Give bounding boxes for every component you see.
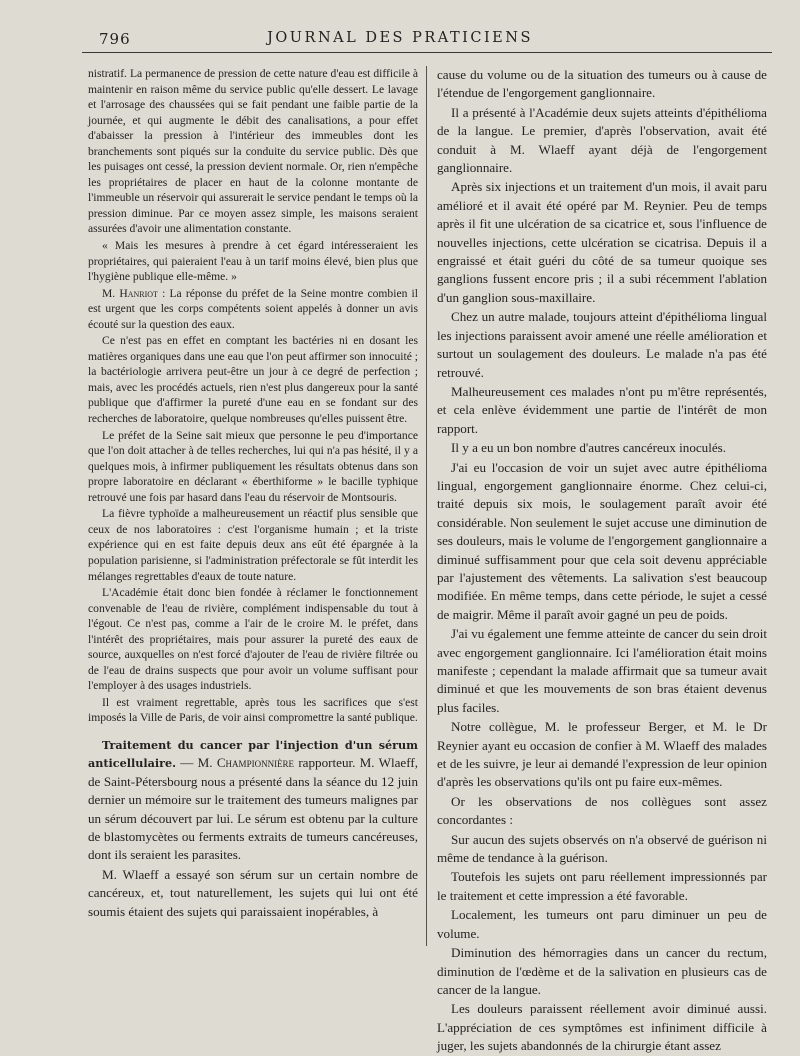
paragraph: M. Wlaeff a essayé son sérum sur un certain nombre de cancéreux, et, tout naturellement, les sujets qui lui ont été soumis étaient des sujets qui paraissaient inopérables, à <box>88 866 418 919</box>
paragraph: Sur aucun des sujets observés on n'a observé de guérison ni même de tendance à la guérison. <box>437 831 767 866</box>
right-column <box>437 66 767 1056</box>
paragraph: cause du volume ou de la situation des tumeurs ou à cause de l'étendue de l'engorgement ganglionnaire. <box>437 67 767 101</box>
paragraph: Toutefois les sujets ont paru réellement impressionnés par le traitement et cette impression a été favorable. <box>437 869 767 903</box>
paragraph: J'ai vu également une femme atteinte de cancer du sein droit avec engorgement ganglionnaire. Ici l'amélioration était moins manifeste ; cependant la malade affirmait que sa tumeur avait diminué et que les mouvements de son bras étaient devenus plus faciles. <box>437 626 767 715</box>
paragraph: Localement, les tumeurs ont paru diminuer un peu de volume. <box>437 907 767 941</box>
section-paragraph <box>88 736 418 865</box>
paragraph: Il est vraiment regrettable, après tous les sacrifices que s'est imposés la Ville de Paris, de voir ainsi compromettre la santé publique. <box>88 695 418 725</box>
section-dash: — M. <box>176 755 217 771</box>
paragraph: Or les observations de nos collègues sont assez concordantes : <box>437 793 767 828</box>
paragraph: Le préfet de la Seine sait mieux que personne le peu d'importance que l'on doit attacher à de telles recherches, lui qui n'a pas hésité, il y a quelques mois, à infirmer publiquement les résultats obtenus dans son propre laboratoire en déclarant « éberthiforme » le bacille typhique retrouvé une fois par hasard dans l'eau du réservoir de Montsouris. <box>88 428 418 504</box>
paragraph: Diminution des hémorragies dans un cancer du rectum, diminution de l'œdème et de la salivation en plusieurs cas de cancer de la langue. <box>437 945 767 997</box>
section-text: rapporteur. M. Wlaeff, de Saint-Pétersbourg nous a présenté dans la séance du 12 juin dernier un mémoire sur le traitement des tumeurs malignes par un sérum découvert par lui. Le sérum est obtenu par la culture de blastomycètes ou ferments extraits de tumeurs cancéreuses, dont ils seraient les parasites. <box>88 755 418 863</box>
page-header <box>0 30 800 52</box>
paragraph-text: : La réponse du préfet de la Seine montre combien il est urgent que les corps compétents soient appelés à donner un avis écouté sur la question des eaux. <box>88 286 418 331</box>
paragraph: Il y a eu un bon nombre d'autres cancéreux inoculés. <box>451 440 727 456</box>
paragraph: L'Académie était donc bien fondée à réclamer le fonctionnement convenable de l'eau de rivière, complément indispensable du tout à l'égout. Ce n'est pas, comme a l'air de le croire M. le préfet, dans l'intérêt des propriétaires, mais pour assurer la pureté des eaux de source, auxquelles on n'est forcé d'ajouter de l'eau de rivière filtrée ou de l'eau de drains suspects que pour avoir un volume suffisant pour l'employer à des usages industriels. <box>88 586 418 693</box>
page-number: 796 <box>99 30 131 48</box>
paragraph: Ce n'est pas en effet en comptant les bactéries ni en dosant les matières organiques dans une eau que l'on peut affirmer son innocuité ; la bactériologie arrivera peut-être un jour à ce degré de perfection ; mais, avec les procédés actuels, rien n'est plus dangereux pour la santé publique que d'affirmer la pureté d'une eau en se fondant sur des recherches de laboratoire, quelque nombreuses qu'elles puissent être. <box>88 334 418 426</box>
paragraph: « Mais les mesures à prendre à cet égard intéresseraient les propriétaires, qui paieraient l'eau à un tarif moins élevé, bien plus que l'hygiène publique elle-même. » <box>88 239 418 284</box>
paragraph: Les douleurs paraissent réellement avoir diminué aussi. L'appréciation de ces symptômes est infiniment difficile à juger, les sujets abandonnés de la chirurgie étant assez <box>437 1001 767 1054</box>
section-title: Traitement du cancer par l'injection d'un sérum anticellulaire. <box>88 737 418 771</box>
header-rule <box>82 52 772 53</box>
column-divider <box>426 66 427 946</box>
paragraph: Il a présenté à l'Académie deux sujets atteints d'épithélioma de la langue. Le premier, d'après l'observation, avait été conduit à M. Wlaeff ayant déjà de l'engorgement ganglionnaire. <box>437 104 767 176</box>
paragraph: Malheureusement ces malades n'ont pu m'être représentés, et cela enlève évidemment une partie de l'intérêt de mon rapport. <box>437 383 767 436</box>
paragraph: Après six injections et un traitement d'un mois, il avait paru amélioré et il avait été opéré par M. Reynier. Peu de temps après il fit une ulcération de sa cicatrice et, sous l'influence de nouvelles injections, cette ulcération se cicatrisa. Depuis il a engraissé et était guéri du côté de sa tumeur quoique ses ganglions fussent encore pris ; il a subi récemment l'ablation d'un ganglion sous-maxillaire. <box>437 179 767 305</box>
left-column <box>88 66 418 921</box>
speaker-name: M. Hanriot <box>102 286 158 300</box>
journal-title: JOURNAL DES PRATICIENS <box>267 30 533 46</box>
paragraph: La fièvre typhoïde a malheureusement un réactif plus sensible que ceux de nos laboratoires : c'est l'organisme humain ; et la triste expérience qui en est faite depuis deux ans eût été épargnée à la population parisienne, si l'administration préfectorale se fût interdit les mélanges regrettables d'eaux de toute nature. <box>88 507 418 583</box>
paragraph <box>88 286 418 333</box>
paragraph: J'ai eu l'occasion de voir un sujet avec autre épithélioma lingual, engorgement ganglionnaire énorme. Chez celui-ci, traité depuis six mois, le soulagement paraît avoir été considérable. Non seulement le sujet accuse une diminution de ses douleurs, mais le volume de l'engorgement ganglionnaire a diminué suffisamment pour que cela soit devenu appréciable par l'ajustement des vêtements. La salivation s'est beaucoup modifiée. En même temps, dans cette période, le sujet a cessé de maigrir. Même il paraît avoir gagné un peu de poids. <box>437 459 767 622</box>
paragraph: nistratif. La permanence de pression de cette nature d'eau est difficile à maintenir en raison même du service public qu'elle dessert. Le lavage et l'arrosage des chaussées qui se fait pendant une faible partie de la journée, et qui augmente le débit des canalisations, a pour effet d'abaisser la pression à l'intérieur des immeubles dont les branchements sont piqués sur la conduite du service public. Dès que les puisages ont cessé, la pression devient normale. Or, rien n'empêche les propriétaires de placer en haut de la colonne montante de l'immeuble un réservoir qui assurerait le service pendant le temps où la pression diminue. Par ce moyen assez simple, les maisons seraient assurées d'avoir une alimentation constante. <box>88 67 418 236</box>
paragraph: Chez un autre malade, toujours atteint d'épithélioma lingual les injections paraissent avoir amené une réelle amélioration et surtout un soulagement des douleurs. Le malade n'a pas été retrouvé. <box>437 309 767 380</box>
paragraph: Notre collègue, M. le professeur Berger, et M. le Dr Reynier ayant eu occasion de confier à M. Wlaeff des malades et de les suivre, je leur ai demandé l'expression de leur opinion d'après les observations qu'ils ont pu faire eux-mêmes. <box>437 719 767 790</box>
rapporteur-name: Championnière <box>216 755 295 771</box>
